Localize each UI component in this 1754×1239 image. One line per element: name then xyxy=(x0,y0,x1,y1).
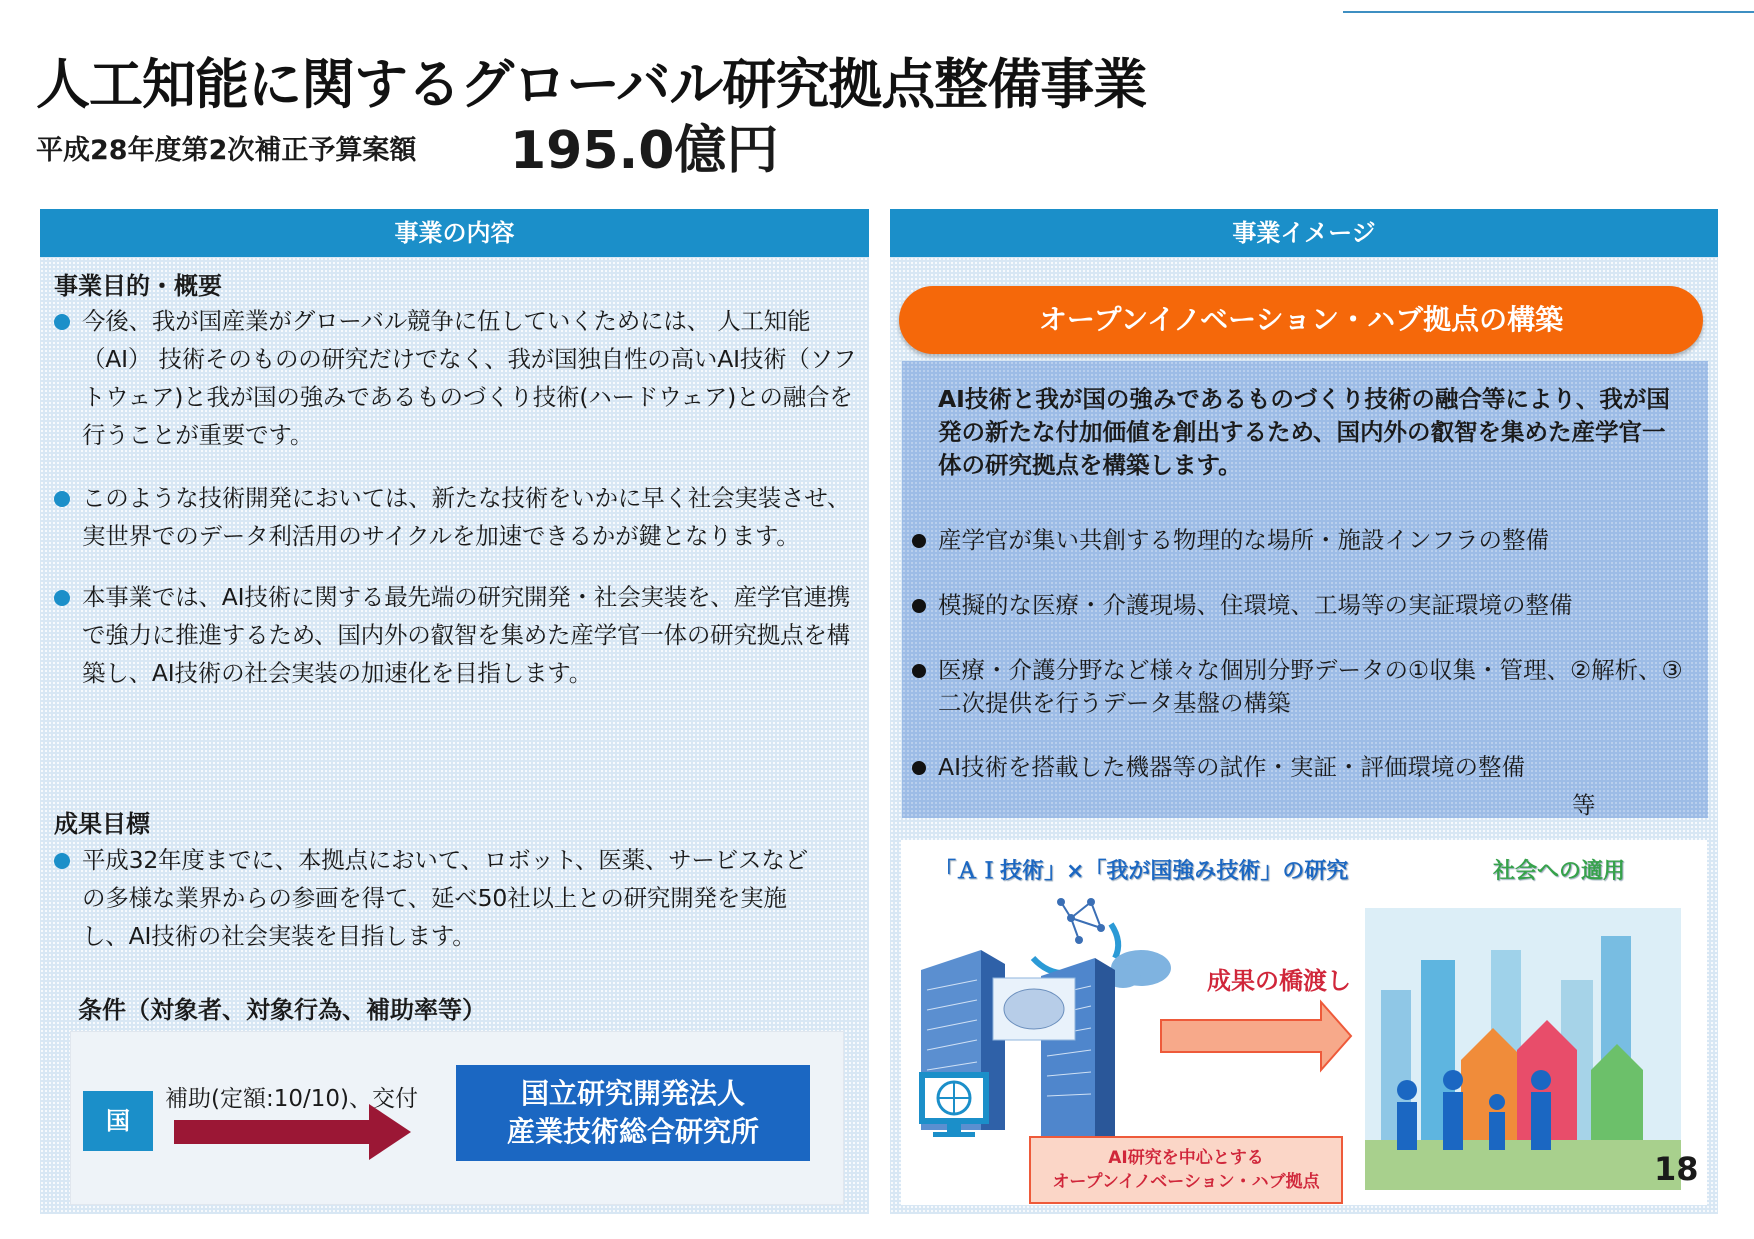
city-society-icon xyxy=(1365,908,1681,1190)
summary-bullet-1 xyxy=(912,524,1702,557)
summary-lead: AI技術と我が国の強みであるものづくり技術の融合等により、我が国発の新たな付加価値を創出するため、国内外の叡智を集めた産学官一体の研究拠点を構築します。 xyxy=(938,385,1670,479)
purpose-bullet-1 xyxy=(54,302,864,454)
purpose-bullet-text: 今後、我が国産業がグローバル競争に伍していくためには、 人工知能（AI） 技術そのものの研究だけでなく、我が国独自性の高いAI技術（ソフトウェア)と我が国の強みであるものづくり技術(ハードウェア)との融合を行うことが重要です。 xyxy=(82,307,857,449)
hub-illustration xyxy=(901,840,1707,1205)
bridge-label: 成果の橋渡し xyxy=(1207,967,1351,995)
outcome-bullet-text: 平成32年度までに、本拠点において、ロボット、医薬、サービスなどの多様な業界からの参画を得て、延べ50社以上との研究開発を実施し、AI技術の社会実装を目指します。 xyxy=(82,846,808,950)
business-content-header: 事業の内容 xyxy=(40,209,869,257)
country-box: 国 xyxy=(83,1091,153,1151)
summary-bullet-4 xyxy=(912,751,1702,784)
business-summary-box xyxy=(902,361,1708,818)
purpose-bullet-text: このような技術開発においては、新たな技術をいかに早く社会実装させ、実世界でのデータ利活用のサイクルを加速できるかが鍵となります。 xyxy=(82,484,851,550)
summary-bullet-text: 産学官が集い共創する物理的な場所・施設インフラの整備 xyxy=(938,526,1549,554)
recipient-line-1: 国立研究開発法人 xyxy=(520,1077,745,1110)
page-title: 人工知能に関するグローバル研究拠点整備事業 xyxy=(36,53,1147,116)
summary-bullet-text: 医療・介護分野など様々な個別分野データの①収集・管理、②解析、③二次提供を行うデータ基盤の構築 xyxy=(938,656,1683,717)
bullet-dot-icon xyxy=(912,761,926,775)
bullet-dot-icon xyxy=(912,664,926,678)
subsidy-label: 補助(定額:10/10)、交付 xyxy=(165,1086,418,1112)
budget-value: 195.0億円 xyxy=(510,121,779,181)
summary-bullet-2 xyxy=(912,589,1702,622)
subsidy-arrow-head-icon xyxy=(369,1104,411,1160)
summary-bullet-3 xyxy=(912,654,1692,720)
bullet-dot-icon xyxy=(912,534,926,548)
recipient-line-2: 産業技術総合研究所 xyxy=(506,1115,759,1148)
bullet-dot-icon xyxy=(54,853,70,869)
conditions-title: 条件（対象者、対象行為、補助率等） xyxy=(78,996,486,1024)
hub-label-box xyxy=(1029,1136,1343,1204)
purpose-bullet-2 xyxy=(54,479,864,555)
bullet-dot-icon xyxy=(54,314,70,330)
hub-line-1: AI研究を中心とする xyxy=(1108,1148,1264,1168)
summary-bullet-text: AI技術を搭載した機器等の試作・実証・評価環境の整備 xyxy=(938,753,1526,781)
bridge-arrow-icon xyxy=(1161,1002,1351,1070)
summary-bullet-text: 模擬的な医療・介護現場、住環境、工場等の実証環境の整備 xyxy=(938,591,1573,619)
etc-label: 等 xyxy=(1572,791,1596,819)
bullet-dot-icon xyxy=(54,590,70,606)
purpose-bullet-3 xyxy=(54,578,864,692)
bullet-dot-icon xyxy=(54,491,70,507)
purpose-title: 事業目的・概要 xyxy=(54,272,222,300)
brain-icon xyxy=(993,978,1075,1040)
social-application-title: 社会への適用 xyxy=(1493,859,1626,884)
budget-label: 平成28年度第2次補正予算案額 xyxy=(36,135,417,166)
outcome-title: 成果目標 xyxy=(54,810,150,838)
recipient-box xyxy=(456,1065,810,1161)
purpose-bullet-text: 本事業では、AI技術に関する最先端の研究開発・社会実装を、産学官連携で強力に推進するため、国内外の叡智を集めた産学官一体の研究拠点を構築し、AI技術の社会実装の加速化を目指します。 xyxy=(82,583,851,687)
top-rule xyxy=(1343,11,1754,13)
business-image-panel xyxy=(890,209,1718,1214)
conditions-box xyxy=(70,1031,844,1205)
business-content-panel xyxy=(40,209,869,1214)
research-title: 「ＡＩ技術」×「我が国強み技術」の研究 xyxy=(934,859,1349,884)
network-icon xyxy=(1033,898,1118,973)
hub-line-2: オープンイノベーション・ハブ拠点 xyxy=(1052,1172,1320,1192)
hub-construction-banner: オープンイノベーション・ハブ拠点の構築 xyxy=(899,286,1703,354)
outcome-bullet xyxy=(54,841,824,955)
bullet-dot-icon xyxy=(912,599,926,613)
page-number: 18 xyxy=(1654,1150,1699,1188)
subsidy-arrow-shaft xyxy=(174,1120,374,1144)
business-image-header: 事業イメージ xyxy=(890,209,1718,257)
